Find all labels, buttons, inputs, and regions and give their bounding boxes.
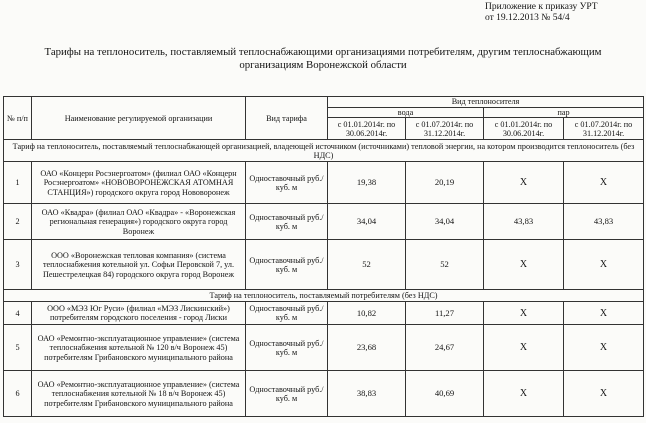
row-steam-h2: X [564, 371, 644, 417]
row-num: 2 [4, 204, 32, 240]
section-row [4, 290, 644, 302]
row-water-h2: 40,69 [406, 371, 484, 417]
section-row [4, 140, 644, 162]
row-org: ОАО «Концерн Росэнергоатом» (филиал ОАО «Концерн Росэнергоатом» «НОВОВОРОНЕЖСКАЯ АТОМНАЯ СТАНЦИЯ») городского округа город Нововоронеж [32, 162, 246, 204]
row-num: 1 [4, 162, 32, 204]
header-num: № п/п [4, 97, 32, 140]
row-water-h2: 34,04 [406, 204, 484, 240]
header-water: вода [328, 108, 484, 118]
row-org: ООО «Воронежская тепловая компания» (система теплоснабжения котельной ул. Софьи Перовской 7, ул. Пешестрелецкая 84) городского округа город Воронеж [32, 240, 246, 290]
row-steam-h1: X [484, 302, 564, 325]
row-water-h2: 20,19 [406, 162, 484, 204]
row-tariff-type: Одноставочный руб./куб. м [246, 371, 328, 417]
section-1-title: Тариф на теплоноситель, поставляемый теплоснабжающей организацией, владеющей источником (источниками) тепловой энергии, на котором производится теплоноситель (без НДС) [4, 140, 644, 162]
row-num: 6 [4, 371, 32, 417]
row-water-h1: 38,83 [328, 371, 406, 417]
row-tariff-type: Одноставочный руб./куб. м [246, 325, 328, 371]
row-steam-h2: 43,83 [564, 204, 644, 240]
section-2-title: Тариф на теплоноситель, поставляемый потребителям (без НДС) [4, 290, 644, 302]
row-water-h1: 19,38 [328, 162, 406, 204]
row-water-h2: 11,27 [406, 302, 484, 325]
header-steam: пар [484, 108, 644, 118]
header-carrier: Вид теплоносителя [328, 97, 644, 108]
row-num: 5 [4, 325, 32, 371]
document-title [6, 46, 640, 72]
row-tariff-type: Одноставочный руб./куб. м [246, 204, 328, 240]
appendix-note [485, 2, 598, 24]
row-water-h1: 34,04 [328, 204, 406, 240]
row-steam-h2: X [564, 325, 644, 371]
row-tariff-type: Одноставочный руб./куб. м [246, 162, 328, 204]
title-line-1: Тарифы на теплоноситель, поставляемый теплоснабжающими организациями потребителям, другим теплоснабжающим [44, 46, 602, 58]
appendix-line-1: Приложение к приказу УРТ [485, 2, 598, 12]
row-org: ОАО «Ремонтно-эксплуатационное управление» (система теплоснабжения котельной № 120 в/ч Воронеж 45) потребителям Грибановского муниципального района [32, 325, 246, 371]
row-water-h1: 23,68 [328, 325, 406, 371]
row-steam-h1: X [484, 240, 564, 290]
title-line-2: организациям Воронежской области [239, 59, 407, 71]
header-tariff-type: Вид тарифа [246, 97, 328, 140]
row-org: ОАО «Ремонтно-эксплуатационное управление» (система теплоснабжения котельной № 18 в/ч Воронеж 45) потребителям Грибановского муниципального района [32, 371, 246, 417]
table-row [4, 302, 644, 325]
row-tariff-type: Одноставочный руб./куб. м [246, 302, 328, 325]
table-row [4, 240, 644, 290]
header-org: Наименование регулируемой организации [32, 97, 246, 140]
row-steam-h2: X [564, 162, 644, 204]
row-water-h1: 52 [328, 240, 406, 290]
row-steam-h1: X [484, 371, 564, 417]
row-steam-h1: 43,83 [484, 204, 564, 240]
table-row [4, 325, 644, 371]
row-steam-h2: X [564, 302, 644, 325]
tariff-table [3, 96, 644, 417]
row-steam-h1: X [484, 325, 564, 371]
header-period-water-h1: с 01.01.2014г. по 30.06.2014г. [328, 118, 406, 140]
row-org: ОАО «Квадра» (филиал ОАО «Квадра» - «Воронежская региональная генерация») городского округа город Воронеж [32, 204, 246, 240]
header-period-water-h2: с 01.07.2014г. по 31.12.2014г. [406, 118, 484, 140]
row-num: 3 [4, 240, 32, 290]
table-row [4, 371, 644, 417]
table-row [4, 204, 644, 240]
row-water-h2: 52 [406, 240, 484, 290]
row-water-h1: 10,82 [328, 302, 406, 325]
row-num: 4 [4, 302, 32, 325]
header-period-steam-h1: с 01.01.2014г. по 30.06.2014г. [484, 118, 564, 140]
row-tariff-type: Одноставочный руб./куб. м [246, 240, 328, 290]
header-period-steam-h2: с 01.07.2014г. по 31.12.2014г. [564, 118, 644, 140]
row-steam-h1: X [484, 162, 564, 204]
row-water-h2: 24,67 [406, 325, 484, 371]
row-org: ООО «МЭЗ Юг Руси» (филиал «МЭЗ Лискинский») потребителям городского поселения - город Лиски [32, 302, 246, 325]
appendix-line-2: от 19.12.2013 № 54/4 [485, 13, 570, 23]
table-row [4, 162, 644, 204]
row-steam-h2: X [564, 240, 644, 290]
